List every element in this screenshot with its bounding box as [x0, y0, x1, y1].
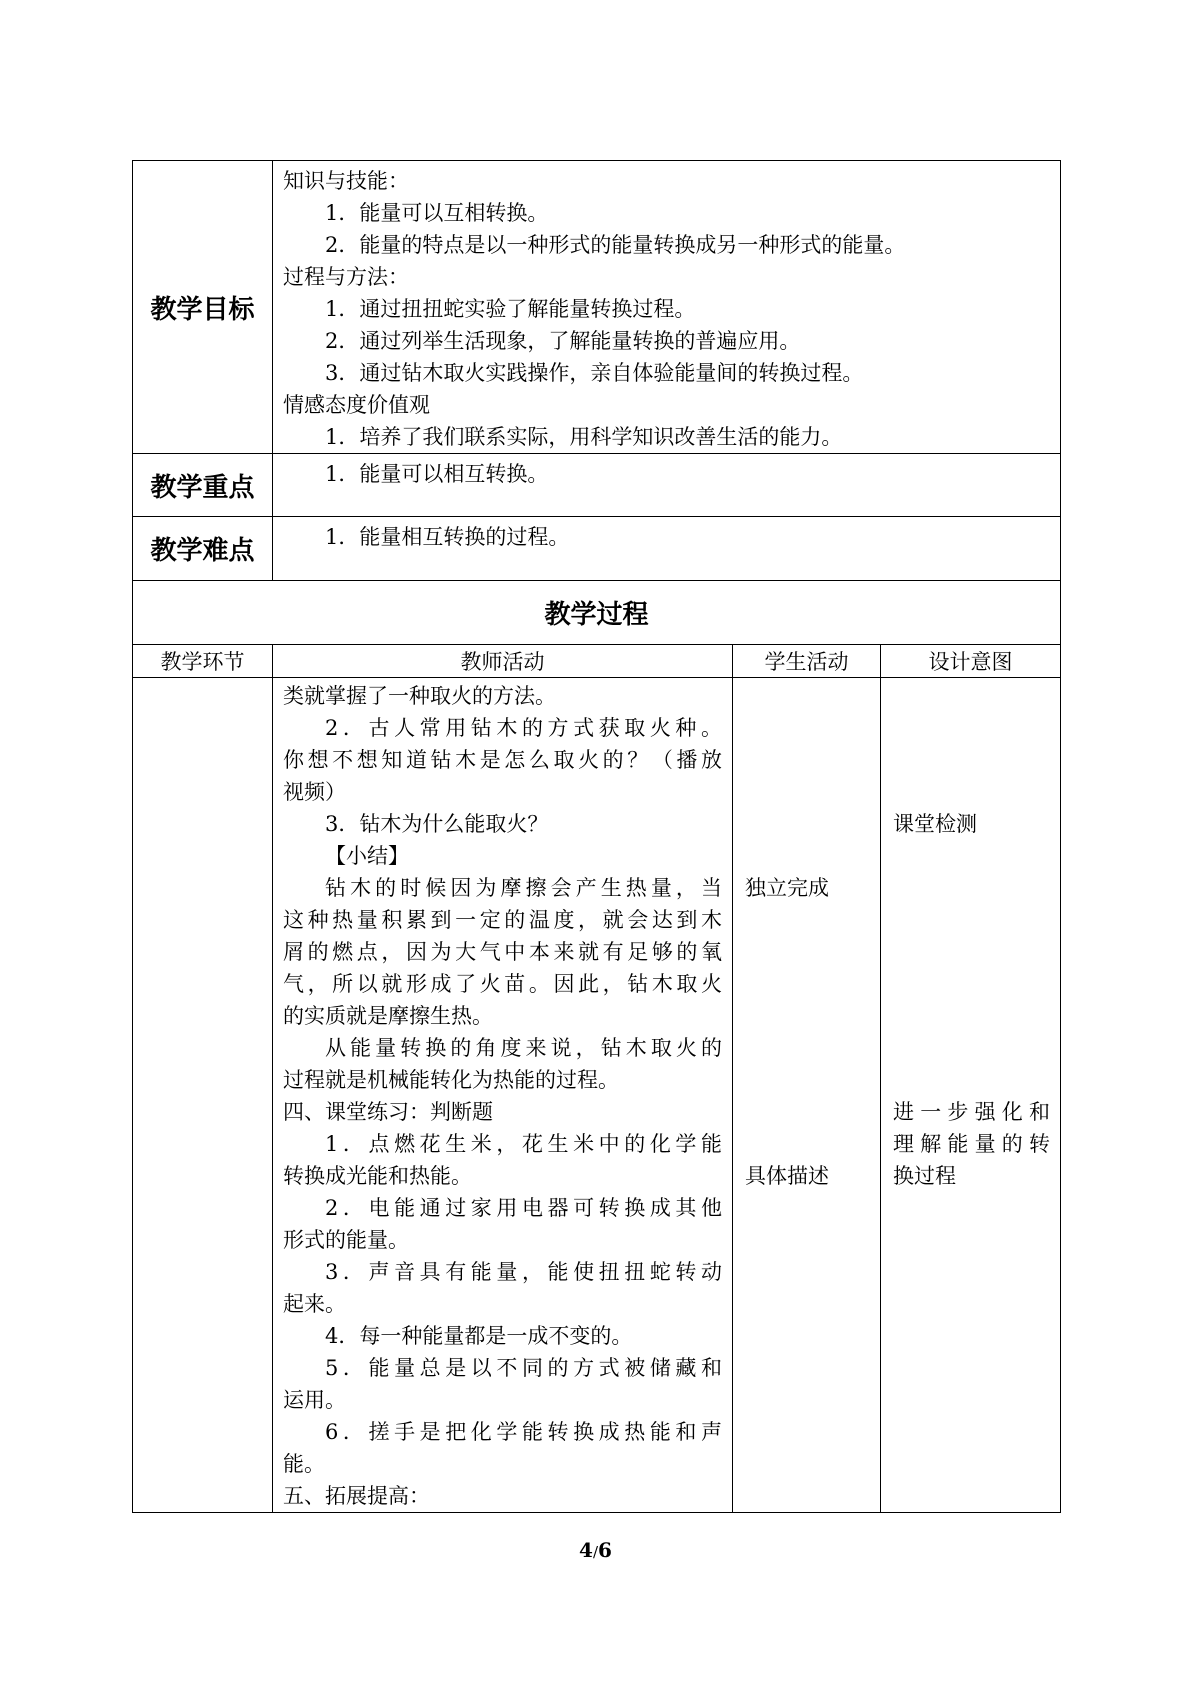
key-points-content — [273, 454, 1061, 517]
design-intent-line: 换过程 — [893, 1164, 956, 1188]
objective-line: 情感态度价值观 — [283, 393, 430, 417]
key-points-label: 教学重点 — [133, 454, 273, 517]
student-activity-cell — [733, 678, 881, 1513]
design-intent-line: 课堂检测 — [893, 812, 977, 836]
teacher-activity-line: 【小结】 — [325, 844, 409, 868]
teacher-activity-cell — [273, 678, 733, 1513]
difficulties-row — [133, 517, 1061, 581]
teacher-activity-line: 运用。 — [283, 1388, 346, 1412]
teacher-activity-line: 五、拓展提高： — [283, 1484, 430, 1508]
student-activity-note: 独立完成 — [745, 876, 829, 900]
teacher-activity-line: 你想不想知道钻木是怎么取火的？（播放 — [283, 748, 722, 772]
header-design-intent: 设计意图 — [881, 645, 1061, 678]
objectives-row — [133, 161, 1061, 454]
teacher-activity-line: 形式的能量。 — [283, 1228, 409, 1252]
teacher-activity-line: 3．钻木为什么能取火？ — [325, 812, 549, 836]
objective-line: 知识与技能： — [283, 169, 409, 193]
teacher-activity-line: 转换成光能和热能。 — [283, 1164, 472, 1188]
page-number — [0, 1538, 1191, 1562]
teacher-activity-line: 5．能量总是以不同的方式被储藏和 — [325, 1356, 722, 1380]
objective-line: 3．通过钻木取火实践操作，亲自体验能量间的转换过程。 — [325, 361, 864, 385]
objective-line: 1．通过扭扭蛇实验了解能量转换过程。 — [325, 297, 696, 321]
teacher-activity-line: 2．古人常用钻木的方式获取火种。 — [325, 716, 722, 740]
stage-cell — [133, 678, 273, 1513]
design-intent-cell — [881, 678, 1061, 1513]
teacher-activity-line: 6．搓手是把化学能转换成热能和声 — [325, 1420, 722, 1444]
design-intent-line: 理解能量的转 — [893, 1132, 1050, 1156]
teacher-activity-line: 视频） — [283, 780, 346, 804]
key-points-row — [133, 454, 1061, 517]
objective-line: 1．培养了我们联系实际，用科学知识改善生活的能力。 — [325, 425, 843, 449]
header-student-activity: 学生活动 — [733, 645, 881, 678]
page-total: 6 — [598, 1538, 612, 1562]
teacher-activity-line: 起来。 — [283, 1292, 346, 1316]
teacher-activity-line: 屑的燃点，因为大气中本来就有足够的氧 — [283, 940, 722, 964]
teacher-activity-line: 类就掌握了一种取火的方法。 — [283, 684, 556, 708]
teacher-activity-line: 过程就是机械能转化为热能的过程。 — [283, 1068, 619, 1092]
process-body-row — [133, 678, 1061, 1513]
teacher-activity-line: 能。 — [283, 1452, 325, 1476]
header-teacher-activity: 教师活动 — [273, 645, 733, 678]
teacher-activity-line: 的实质就是摩擦生热。 — [283, 1004, 493, 1028]
difficulties-label: 教学难点 — [133, 517, 273, 581]
teacher-activity-line: 1．点燃花生米，花生米中的化学能 — [325, 1132, 722, 1156]
teacher-activity-line: 3．声音具有能量，能使扭扭蛇转动 — [325, 1260, 722, 1284]
teacher-activity-line: 这种热量积累到一定的温度，就会达到木 — [283, 908, 722, 932]
student-activity-note: 具体描述 — [745, 1164, 829, 1188]
lesson-plan-table — [132, 160, 1061, 1513]
teacher-activity-line: 4．每一种能量都是一成不变的。 — [325, 1324, 633, 1348]
header-stage: 教学环节 — [133, 645, 273, 678]
teacher-activity-line: 钻木的时候因为摩擦会产生热量，当 — [325, 876, 722, 900]
objective-line: 2．通过列举生活现象，了解能量转换的普遍应用。 — [325, 329, 801, 353]
design-intent-note — [893, 1096, 1050, 1192]
teacher-activity-line: 2．电能通过家用电器可转换成其他 — [325, 1196, 722, 1220]
key-point-line: 1．能量可以相互转换。 — [325, 462, 549, 486]
difficulties-content — [273, 517, 1061, 581]
objectives-content — [273, 161, 1061, 454]
teacher-activity-line: 四、课堂练习：判断题 — [283, 1100, 493, 1124]
process-title: 教学过程 — [133, 581, 1061, 645]
page-separator: / — [592, 1543, 599, 1561]
design-intent-line: 进一步强化和 — [893, 1100, 1050, 1124]
teacher-activity-line: 气，所以就形成了火苗。因此，钻木取火 — [283, 972, 722, 996]
design-intent-note — [893, 808, 1050, 840]
objective-line: 1．能量可以互相转换。 — [325, 201, 549, 225]
objective-line: 2．能量的特点是以一种形式的能量转换成另一种形式的能量。 — [325, 233, 906, 257]
objective-line: 过程与方法： — [283, 265, 409, 289]
process-title-row — [133, 581, 1061, 645]
teacher-activity-line: 从能量转换的角度来说，钻木取火的 — [325, 1036, 722, 1060]
process-header-row — [133, 645, 1061, 678]
difficulty-line: 1．能量相互转换的过程。 — [325, 525, 570, 549]
page-current: 4 — [579, 1538, 593, 1562]
objectives-label: 教学目标 — [133, 161, 273, 454]
